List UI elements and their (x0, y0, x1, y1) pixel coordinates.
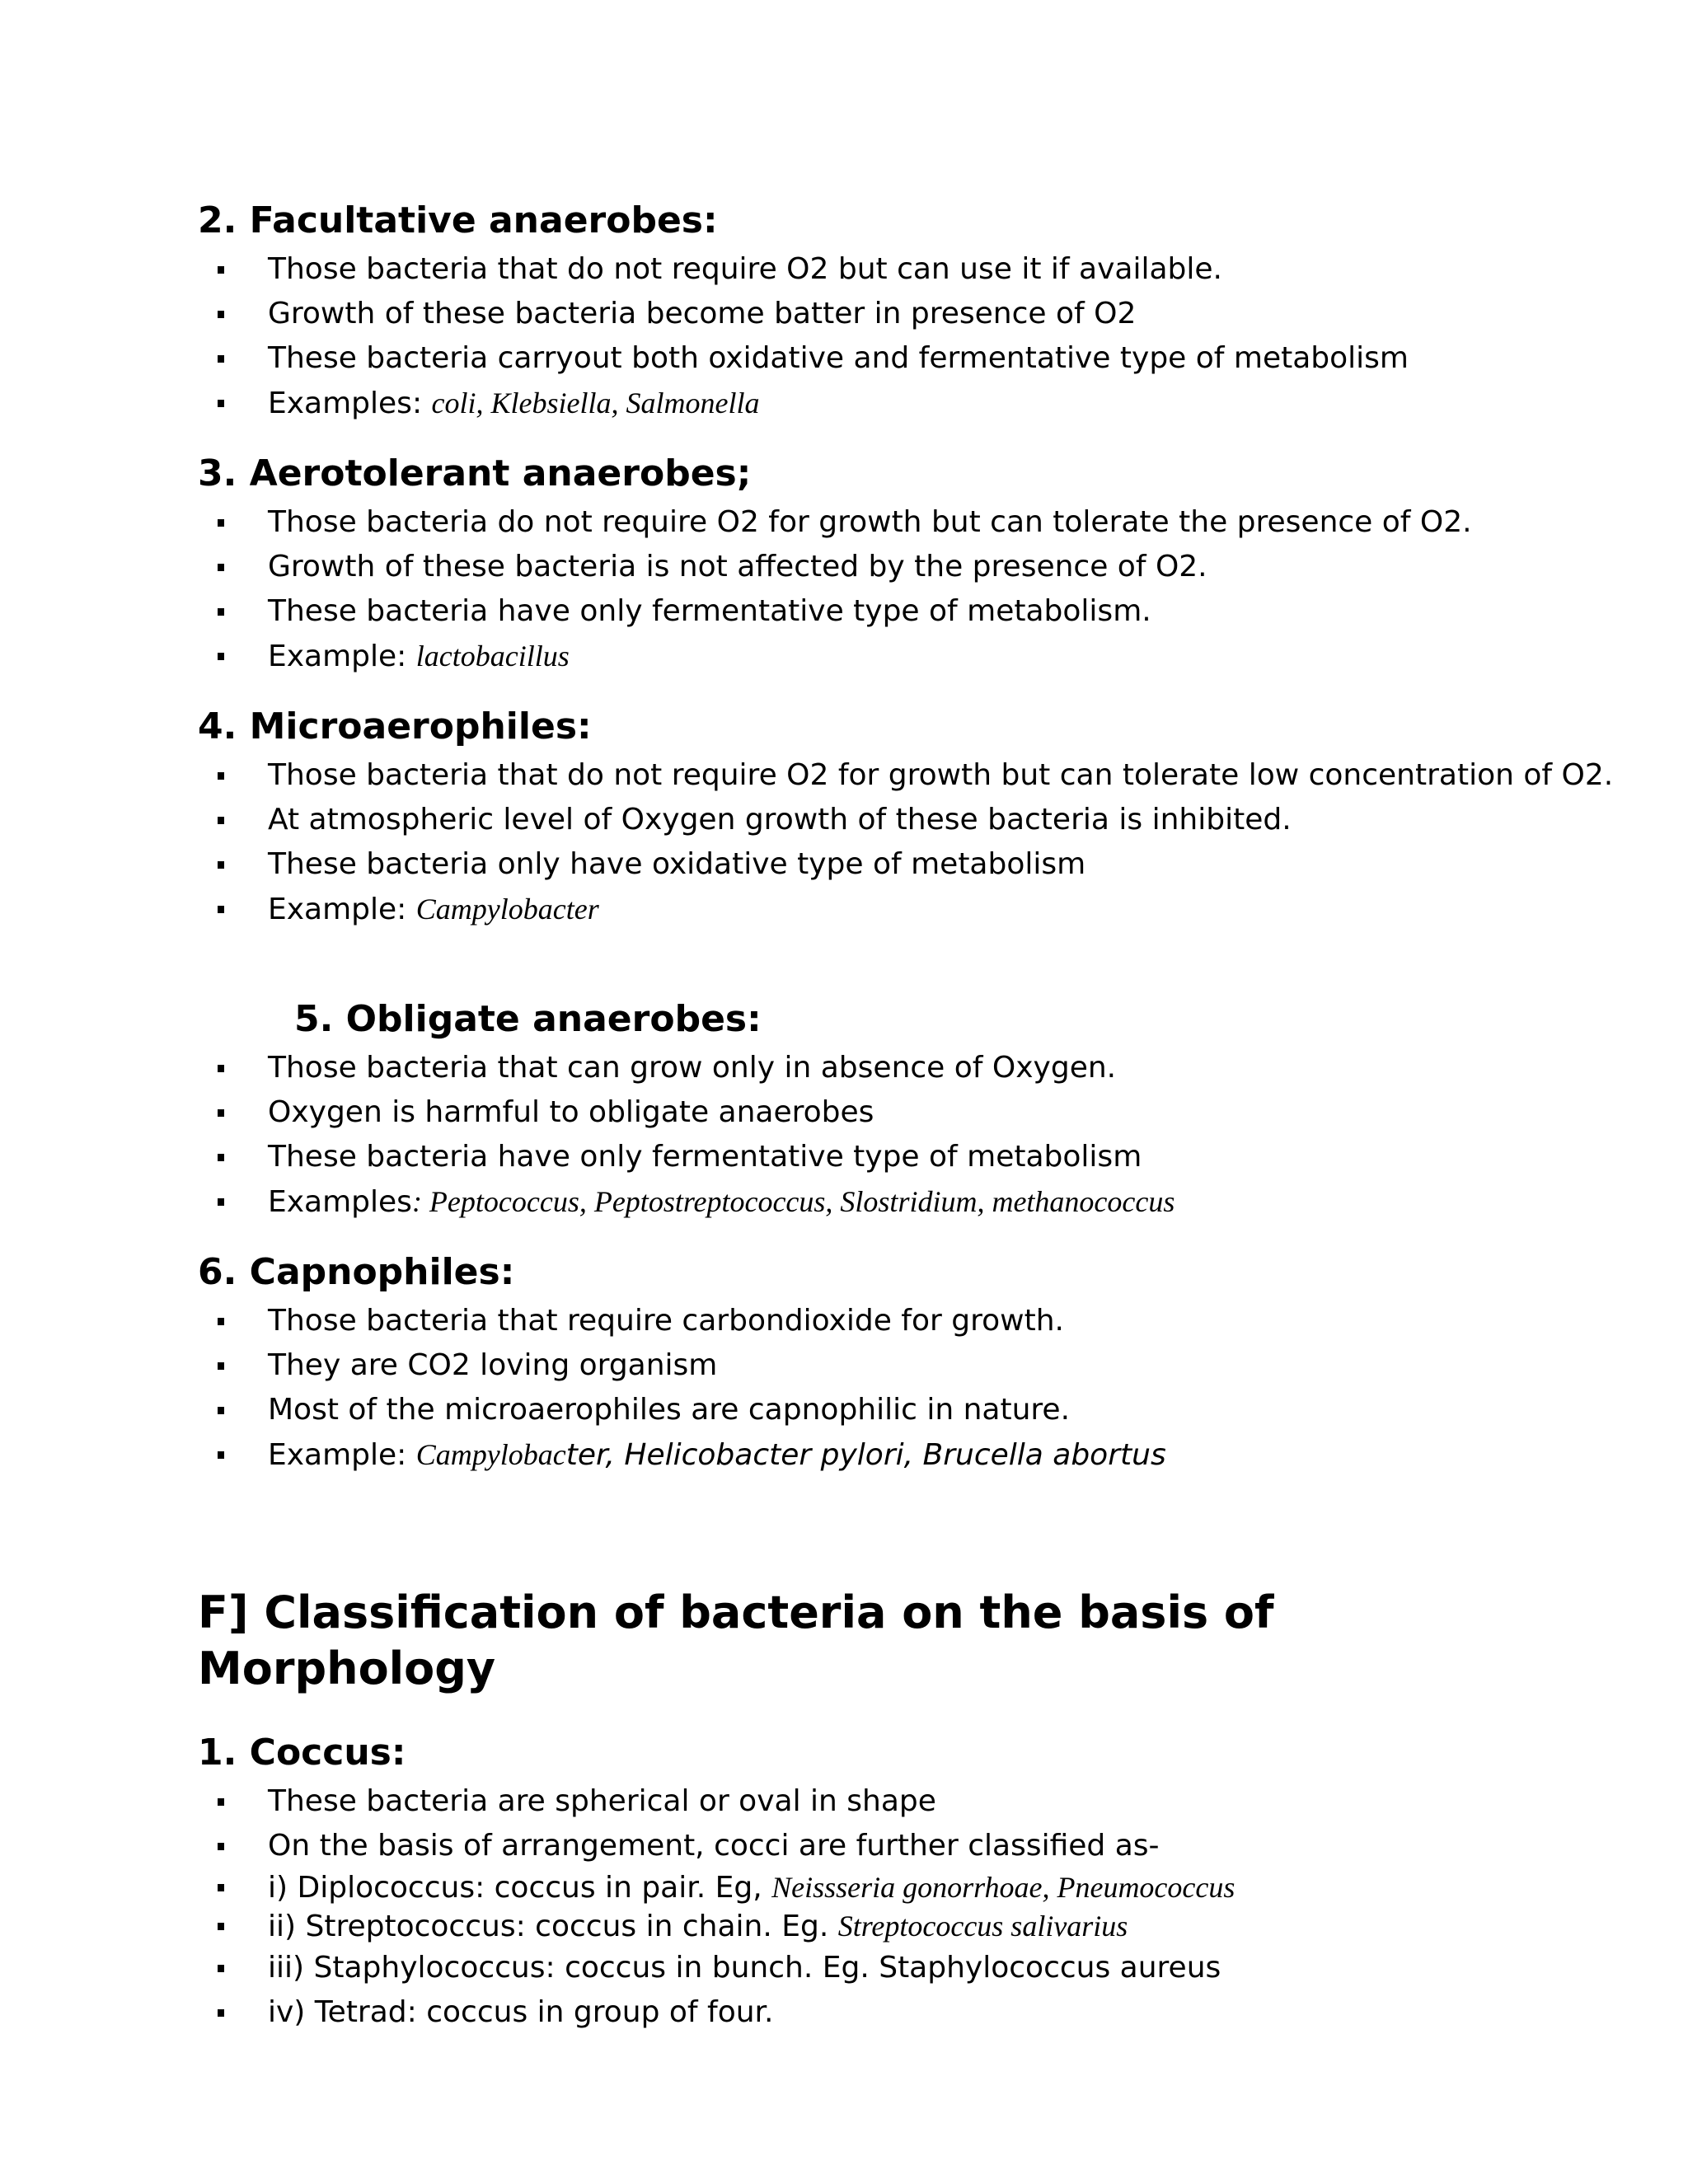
streptococcus-text: ii) Streptococcus: coccus in chain. Eg. (268, 1910, 838, 1943)
example-label: Example: (268, 1438, 416, 1472)
list-item: These bacteria are spherical or oval in shape (198, 1779, 1517, 1824)
list-item: On the basis of arrangement, cocci are further classified as- (198, 1824, 1517, 1868)
list-item: These bacteria have only fermentative type of metabolism (198, 1135, 1517, 1179)
list-item: Growth of these bacteria become batter in presence of O2 (198, 292, 1517, 336)
diplococcus-text: i) Diplococcus: coccus in pair. Eg, (268, 1871, 772, 1905)
list-item-example (198, 1179, 1517, 1225)
document-page (198, 198, 1614, 2035)
list-item-tetrad: iv) Tetrad: coccus in group of four. (198, 1990, 1517, 2035)
list-item-streptococcus (198, 1907, 1517, 1946)
list-item: Those bacteria that can grow only in absence of Oxygen. (198, 1046, 1517, 1090)
example-label: Examples: (268, 387, 432, 420)
list-item-example (198, 887, 1517, 932)
list-item-example (198, 381, 1517, 426)
section-heading-microaerophiles: 4. Microaerophiles: (198, 705, 592, 748)
list-item: These bacteria carryout both oxidative and fermentative type of metabolism (198, 336, 1517, 381)
example-label: Example: (268, 640, 416, 673)
list-item: Growth of these bacteria is not affected by the presence of O2. (198, 545, 1517, 589)
list-item: They are CO2 loving organism (198, 1343, 1517, 1388)
example-organisms: Campylobacter (415, 893, 599, 926)
example-organisms: coli, Klebsiella, Salmonella (431, 387, 760, 419)
list-item: At atmospheric level of Oxygen growth of these bacteria is inhibited. (198, 798, 1517, 842)
example-organisms-continued: ter, Helicobacter pylori, Brucella abortus (565, 1438, 1166, 1472)
list-item: Those bacteria that do not require O2 for growth but can tolerate low concentration of O2. (198, 753, 1517, 798)
list-item-staphylococcus: iii) Staphylococcus: coccus in bunch. Eg. Staphylococcus aureus (198, 1946, 1517, 1990)
list-coccus (198, 1779, 1517, 2035)
example-organisms: Campylobac (415, 1438, 566, 1471)
list-obligate-anaerobes (198, 1046, 1517, 1225)
example-organisms: : Peptococcus, Peptostreptococcus, Slostridium, methanococcus (411, 1185, 1175, 1218)
list-item: These bacteria only have oxidative type of metabolism (198, 842, 1517, 887)
diplococcus-examples: Neissseria gonorrhoae, Pneumococcus (771, 1871, 1236, 1904)
example-label: Example: (268, 893, 416, 926)
example-label: Examples (268, 1185, 412, 1219)
list-facultative (198, 247, 1517, 426)
section-heading-coccus: 1. Coccus: (198, 1732, 406, 1774)
list-item: Those bacteria that do not require O2 but can use it if available. (198, 247, 1517, 292)
example-organisms: lactobacillus (415, 640, 570, 673)
section-heading-facultative: 2. Facultative anaerobes: (198, 199, 718, 241)
classification-title: F] Classification of bacteria on the basis of Morphology (198, 1586, 1274, 1694)
section-heading-obligate-anaerobes: 5. Obligate anaerobes: (294, 998, 762, 1040)
list-capnophiles (198, 1299, 1517, 1478)
list-item-diplococcus (198, 1868, 1517, 1907)
streptococcus-examples: Streptococcus salivarius (837, 1910, 1128, 1943)
section-heading-aerotolerant: 3. Aerotolerant anaerobes; (198, 452, 752, 494)
list-item: These bacteria have only fermentative type of metabolism. (198, 589, 1517, 634)
list-item-example (198, 634, 1517, 679)
list-item-example (198, 1432, 1517, 1478)
list-item: Oxygen is harmful to obligate anaerobes (198, 1090, 1517, 1135)
section-heading-capnophiles: 6. Capnophiles: (198, 1251, 515, 1293)
list-item: Those bacteria do not require O2 for growth but can tolerate the presence of O2. (198, 500, 1517, 545)
list-aerotolerant (198, 500, 1517, 679)
list-item: Most of the microaerophiles are capnophilic in nature. (198, 1388, 1517, 1432)
list-item: Those bacteria that require carbondioxide for growth. (198, 1299, 1517, 1343)
list-microaerophiles (198, 753, 1614, 932)
